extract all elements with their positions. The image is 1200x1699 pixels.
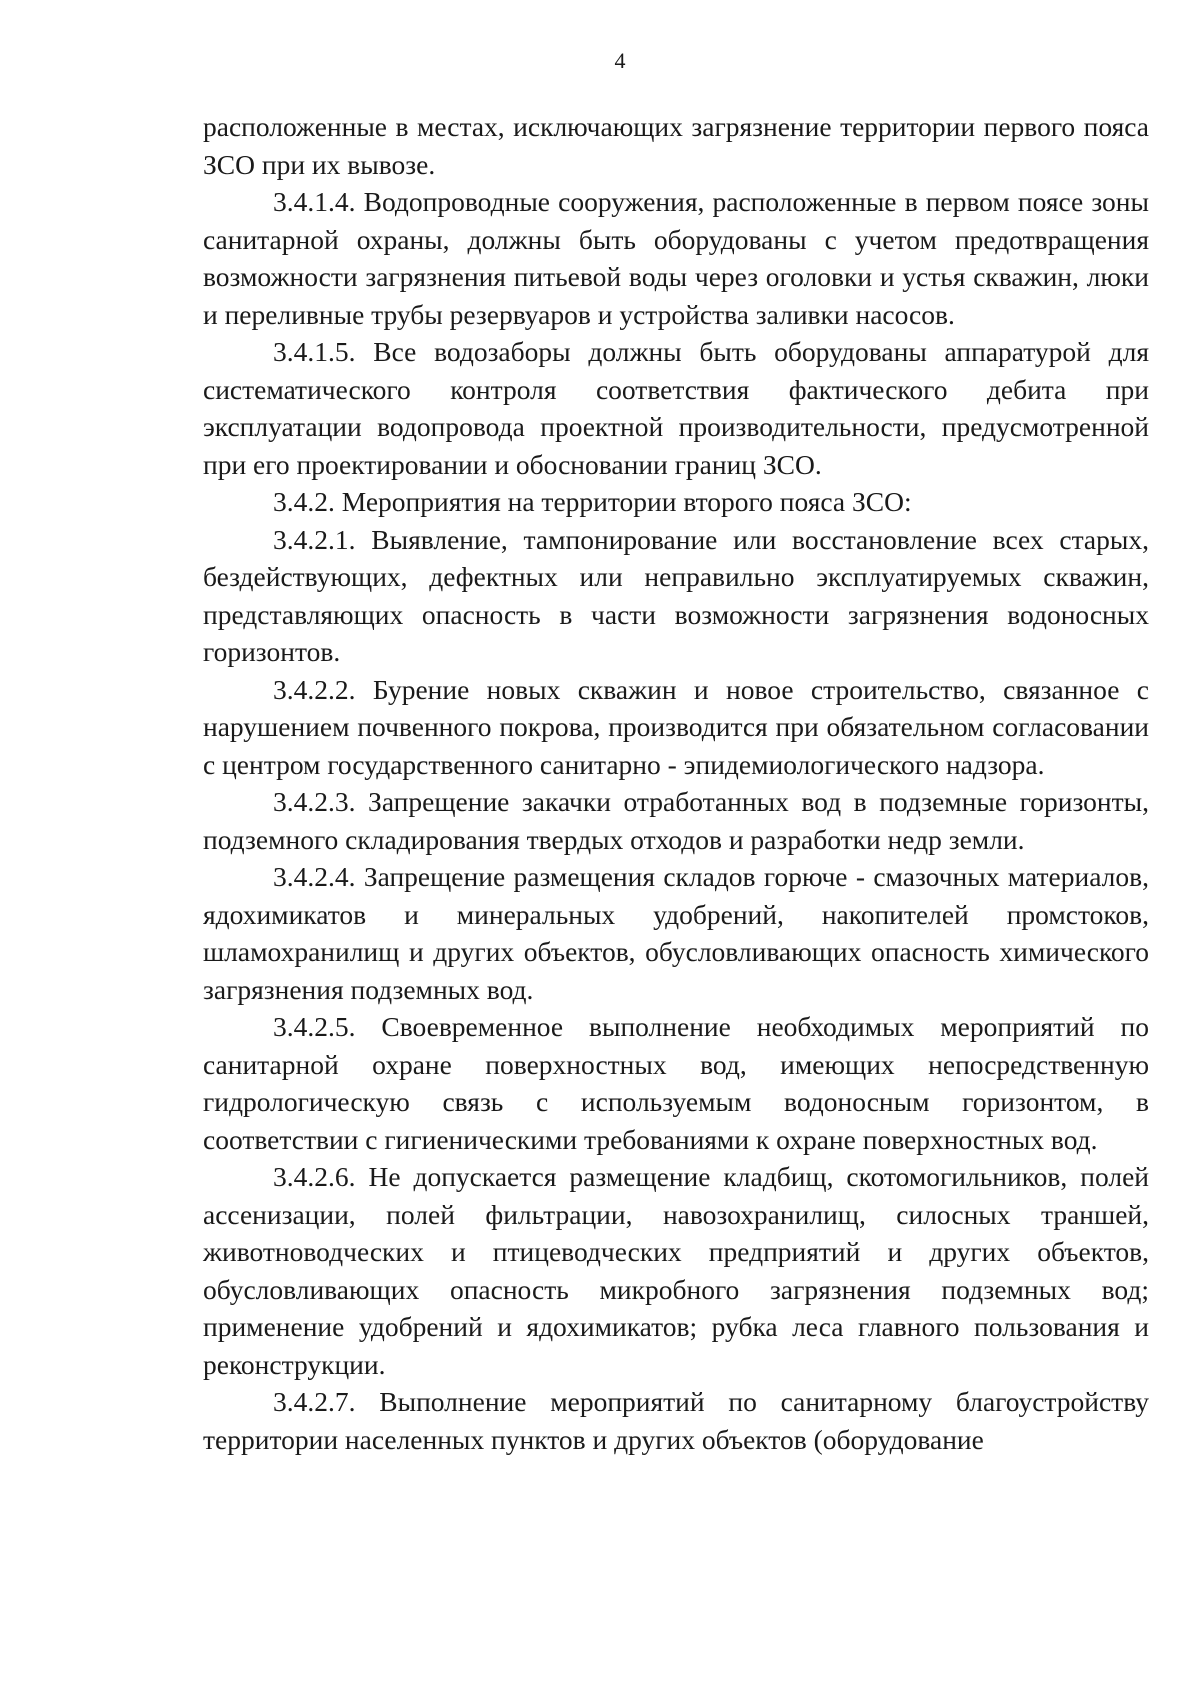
document-body [203,108,1149,1458]
paragraph-3-4-2-4: 3.4.2.4. Запрещение размещения складов горюче - смазочных материалов, ядохимикатов и минеральных удобрений, накопителей промстоков, шламохранилищ и других объектов, обусловливающих опасность химического загрязнения подземных вод. [203,861,1149,1005]
paragraph-3-4-2-5: 3.4.2.5. Своевременное выполнение необходимых мероприятий по санитарной охране поверхностных вод, имеющих непосредственную гидрологическую связь с используемым водоносным горизонтом, в соответствии с гигиеническими требованиями к охране поверхностных вод. [203,1011,1149,1155]
paragraph-3-4-2-heading: 3.4.2. Мероприятия на территории второго пояса ЗСО: [273,486,912,517]
paragraph-3-4-1-4: 3.4.1.4. Водопроводные сооружения, расположенные в первом поясе зоны санитарной охраны, должны быть оборудованы с учетом предотвращения возможности загрязнения питьевой воды через оголовки и устья скважин, люки и переливные трубы резервуаров и устройства заливки насосов. [203,186,1149,330]
page-number: 4 [614,48,626,73]
paragraph-continuation: расположенные в местах, исключающих загрязнение территории первого пояса ЗСО при их вывозе. [203,111,1149,180]
paragraph-3-4-2-1: 3.4.2.1. Выявление, тампонирование или восстановление всех старых, бездействующих, дефектных или неправильно эксплуатируемых скважин, представляющих опасность в части возможности загрязнения водоносных горизонтов. [203,523,1149,667]
paragraph-3-4-2-7: 3.4.2.7. Выполнение мероприятий по санитарному благоустройству территории населенных пунктов и других объектов (оборудование [203,1386,1149,1455]
paragraph-3-4-2-6: 3.4.2.6. Не допускается размещение кладбищ, скотомогильников, полей ассенизации, полей фильтрации, навозохранилищ, силосных траншей, животноводческих и птицеводческих предприятий и других объектов, обусловливающих опасность микробного загрязнения подземных вод; применение удобрений и ядохимикатов; рубка леса главного пользования и реконструкции. [203,1161,1149,1380]
paragraph-3-4-1-5: 3.4.1.5. Все водозаборы должны быть оборудованы аппаратурой для систематического контроля соответствия фактического дебита при эксплуатации водопровода проектной производительности, предусмотренной при его проектировании и обосновании границ ЗСО. [203,336,1149,480]
paragraph-3-4-2-2: 3.4.2.2. Бурение новых скважин и новое строительство, связанное с нарушением почвенного покрова, производится при обязательном согласовании с центром государственного санитарно - эпидемиологического надзора. [203,673,1149,780]
paragraph-3-4-2-3: 3.4.2.3. Запрещение закачки отработанных вод в подземные горизонты, подземного складирования твердых отходов и разработки недр земли. [203,786,1149,855]
